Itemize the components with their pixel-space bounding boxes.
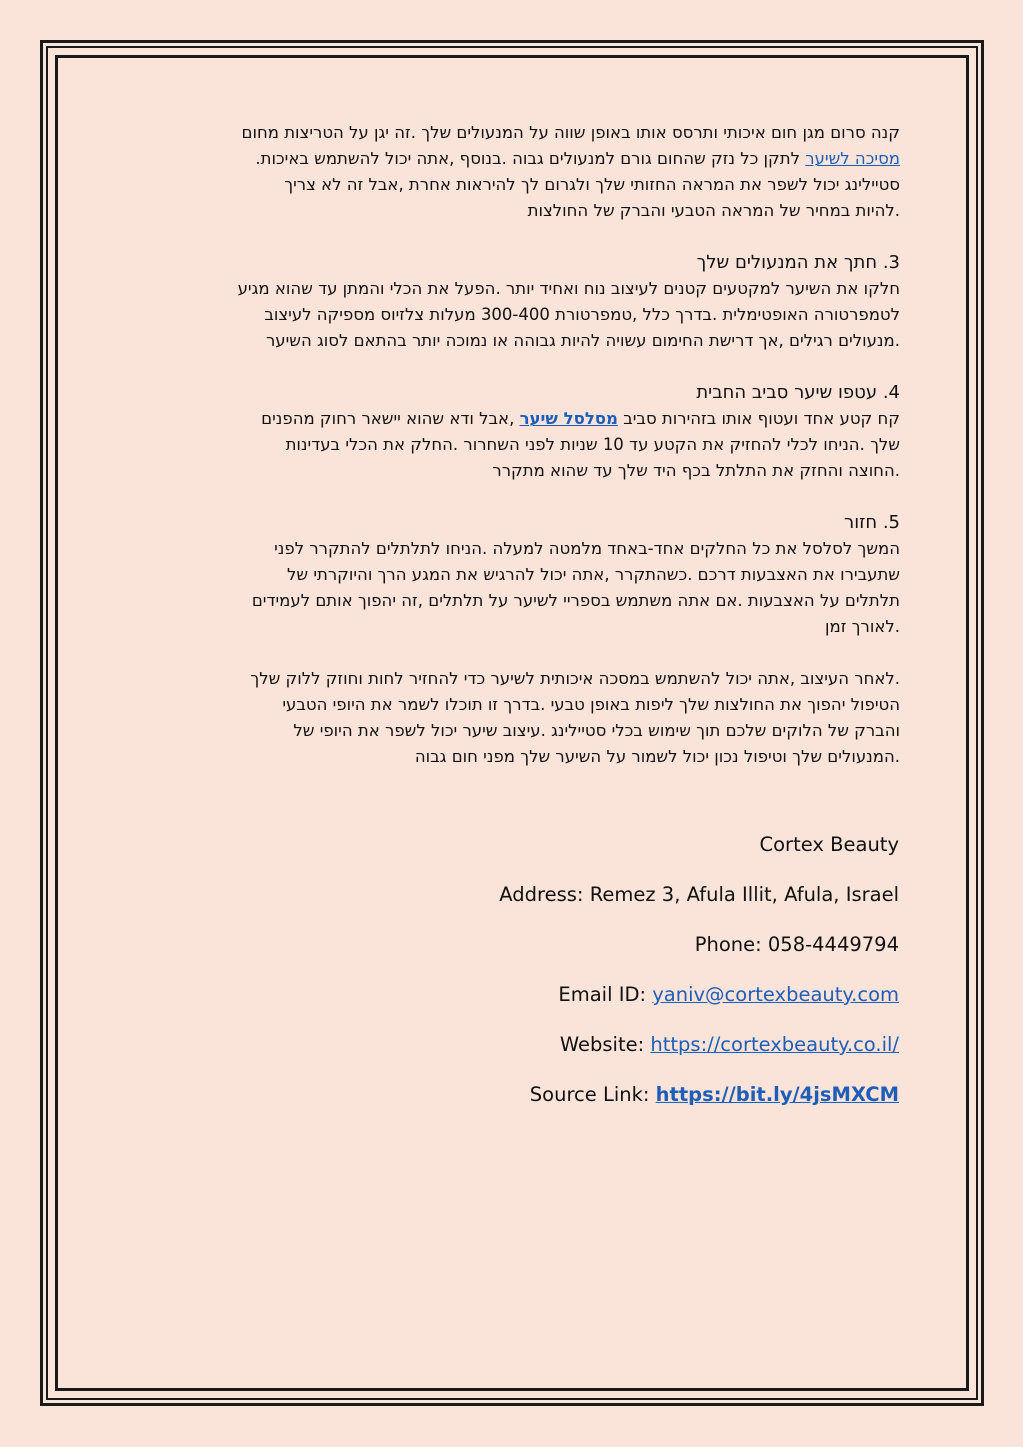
address-line <box>199 870 899 920</box>
text-line: חלקו את השיער למקטעים קטנים לעיצוב נוח ואחיד יותר .הפעל את הכלי והמתן עד שהוא מגיע <box>237 279 900 298</box>
source-link[interactable]: https://bit.ly/4jsMXCM <box>655 1083 899 1106</box>
text-line: סטיילינג יכול לשפר את המראה החזותי שלך ולגרום לך להיראות אחרת ,אבל זה לא צריך <box>284 175 900 194</box>
text-line: לטמפרטורה האופטימלית .בדרך כלל ,טמפרטורת 300-400 מעלות צלזיוס מספיקה לעיצוב <box>264 305 900 324</box>
website-line <box>199 1020 899 1070</box>
intro-paragraph <box>130 120 900 224</box>
hair-curler-link[interactable]: מסלסל שיער <box>519 409 618 428</box>
article-body <box>130 120 900 770</box>
hair-mask-link[interactable]: מסיכה לשיער <box>805 149 900 168</box>
step-4-heading: 4. עטפו שיער סביב החבית <box>696 382 900 403</box>
text-line: .החוצה והחזק את התלתל בכף היד שלך עד שהוא מתקרר <box>492 461 900 480</box>
text-segment: קח קטע אחד ועטוף אותו בזהירות סביב <box>617 409 900 428</box>
text-line: תלתלים על האצבעות .אם אתה משתמש בספריי לשיער על תלתלים ,זה יהפוך אותם לעמידים <box>251 591 900 610</box>
text-line: .מנעולים רגילים ,אך דרישת החימום עשויה להיות גבוהה או נמוכה יותר בהתאם לסוג השיער <box>265 331 900 350</box>
step-5-section <box>130 510 900 640</box>
step-3-heading: 3. חתך את המנעולים שלך <box>696 252 900 273</box>
company-name: Cortex Beauty <box>759 833 899 856</box>
text-line: קנה סרום מגן חום איכותי ותרסס אותו באופן שווה על המנעולים שלך .זה יגן על הטריצות מחום <box>241 123 900 142</box>
contact-block <box>199 820 899 1120</box>
website-link[interactable]: https://cortexbeauty.co.il/ <box>650 1033 899 1056</box>
text-line: .להיות במחיר של המראה הטבעי והברק של החולצות <box>527 201 900 220</box>
text-segment: לתקן כל נזק שהחום גורם למנעולים גבוה .בנוסף ,אתה יכול להשתמש באיכות <box>260 149 806 168</box>
text-segment: ,אבל ודא שהוא יישאר רחוק מהפנים <box>261 409 520 428</box>
text-line: המשך לסלסל את כל החלקים אחד-באחד מלמטה למעלה .הניחו לתלתלים להתקרר לפני <box>274 539 900 558</box>
text-line: שתעבירו את האצבעות דרכם .כשהתקרר ,אתה יכול להרגיש את המגע הרך והיוקרתי של <box>287 565 900 584</box>
step-3-section <box>130 250 900 354</box>
source-line <box>199 1070 899 1120</box>
address-value: Remez 3, Afula Illit, Afula, Israel <box>589 883 899 906</box>
text-line: .לאורך זמן <box>825 617 900 636</box>
step-5-heading: 5. חזור <box>844 512 900 533</box>
text-line: הטיפול יהפוך את החולצות שלך ליפות באופן טבעי .בדרך זו תוכלו לשמר את היופי הטבעי <box>282 695 900 714</box>
text-line: .לאחר העיצוב ,אתה יכול להשתמש במסכה איכותית לשיער כדי להחזיר לחות וחוזק ללוק שלך <box>250 669 900 688</box>
email-line <box>199 970 899 1020</box>
address-label: Address: <box>499 883 590 906</box>
email-link[interactable]: yaniv@cortexbeauty.com <box>652 983 899 1006</box>
text-line: שלך .הניחו לכלי להחזיק את הקטע עד 10 שניות לפני השחרור .החלק את הכלי בעדינות <box>285 435 900 454</box>
outro-paragraph <box>130 666 900 770</box>
text-line <box>130 146 900 172</box>
step-4-section <box>130 380 900 484</box>
text-line: .המנעולים שלך וטיפול נכון יכול לשמור על השיער שלך מפני חום גבוה <box>414 747 900 766</box>
phone-label: Phone: <box>694 933 768 956</box>
source-label: Source Link: <box>529 1083 656 1106</box>
phone-line <box>199 920 899 970</box>
phone-value: 058-4449794 <box>767 933 899 956</box>
website-label: Website: <box>559 1033 651 1056</box>
text-segment: . <box>255 149 261 168</box>
text-line: והברק של הלוקים שלכם תוך שימוש בכלי סטיילינג .עיצוב שיער יכול לשפר את היופי של <box>293 721 900 740</box>
text-line <box>130 406 900 432</box>
email-label: Email ID: <box>558 983 653 1006</box>
